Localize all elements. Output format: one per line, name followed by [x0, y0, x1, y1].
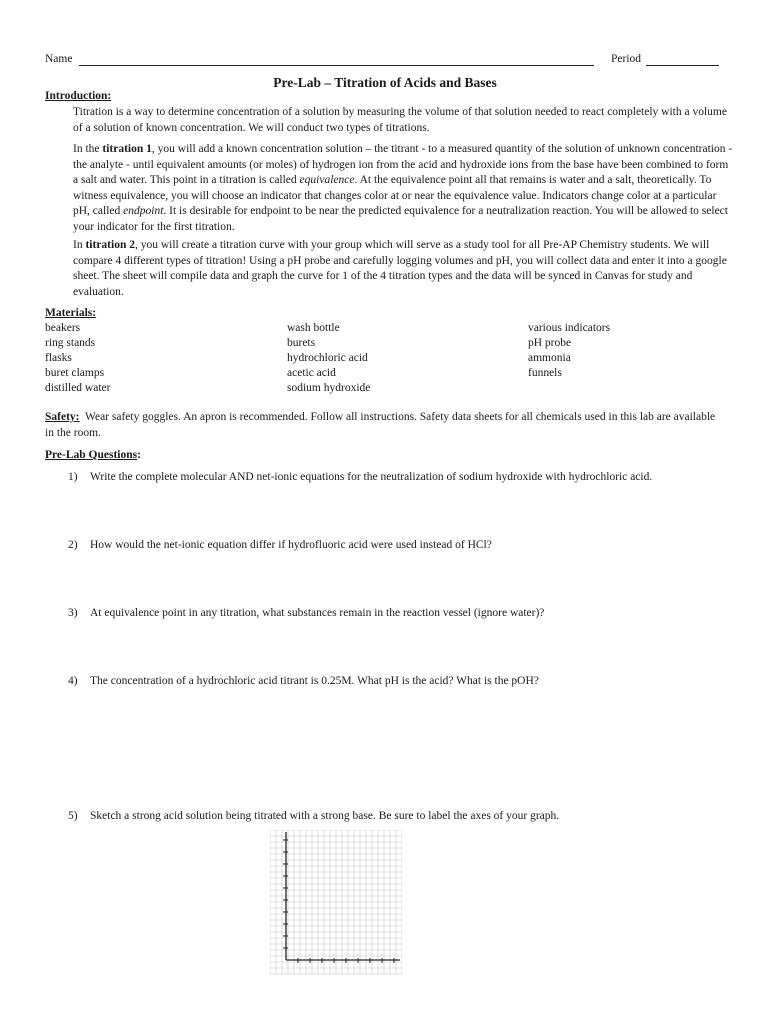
period-field[interactable] [646, 65, 719, 66]
intro-paragraph-3: In titration 2, you will create a titration curve with your group which will serve as a study tool for all Pre-AP Chemistry students. We will compare 4 different types of titration! Using a pH probe and carefully logging volumes and pH, you will collect data and enter it into a google sheet. The sheet will compile data and graph the curve for 1 of the 4 titration types and the data will be synced in Canvas for study and evaluation. [73, 239, 727, 298]
list-item: ammonia [528, 352, 571, 364]
intro-paragraph-1: Titration is a way to determine concentration of a solution by measuring the volume of that solution needed to react completely with a volume of a solution of known concentration. We will conduct two types of titrations. [73, 106, 727, 134]
prelab-heading: Pre-Lab Questions: [45, 449, 141, 461]
period-label: Period [611, 53, 642, 65]
safety-section [45, 410, 725, 441]
name-label: Name [45, 53, 73, 65]
materials-heading: Materials: [45, 307, 97, 319]
list-item: distilled water [45, 382, 111, 394]
question-3: 3) At equivalence point in any titration, what substances remain in the reaction vessel (ignore water)? [68, 607, 545, 619]
list-item: acetic acid [287, 367, 336, 379]
list-item: flasks [45, 352, 72, 364]
list-item: hydrochloric acid [287, 352, 368, 364]
question-4: 4) The concentration of a hydrochloric acid titrant is 0.25M. What pH is the acid? What is the pOH? [68, 675, 539, 687]
list-item: burets [287, 337, 316, 349]
list-item: sodium hydroxide [287, 382, 371, 394]
name-field[interactable] [79, 65, 594, 66]
introduction-heading: Introduction: [45, 90, 112, 102]
sketch-graph-grid[interactable] [270, 830, 402, 975]
question-5: 5) Sketch a strong acid solution being titrated with a strong base. Be sure to label the axes of your graph. [68, 810, 560, 822]
list-item: beakers [45, 322, 81, 334]
list-item: ring stands [45, 337, 96, 349]
materials-col-3 [528, 321, 610, 381]
list-item: various indicators [528, 322, 611, 334]
list-item: buret clamps [45, 367, 105, 379]
materials-col-2 [287, 321, 370, 396]
materials-col-1 [45, 321, 110, 396]
question-1: 1) Write the complete molecular AND net-ionic equations for the neutralization of sodium hydroxide with hydrochloric acid. [68, 471, 653, 483]
safety-heading: Safety: [45, 411, 80, 423]
list-item: pH probe [528, 337, 572, 349]
list-item: wash bottle [287, 322, 340, 334]
question-2: 2) How would the net-ionic equation differ if hydrofluoric acid were used instead of HCl? [68, 539, 492, 551]
safety-text: Wear safety goggles. An apron is recommended. Follow all instructions. Safety data sheets for all chemicals used in this lab are available in the room. [45, 411, 716, 439]
list-item: funnels [528, 367, 562, 379]
intro-paragraph-2: In the titration 1, you will add a known concentration solution – the titrant - to a measured quantity of the solution of unknown concentration - the analyte - until equivalent amounts (or moles) of hydrogen ion from the acid and hydroxide ions from the base have been combined to form a salt and water. This point in a titration is called equivalence. At the equivalence point all that remains is water and a salt, theoretically. To witness equivalence, you will choose an indicator that changes color at or near the equivalence value. Indicators change color at a particular pH, called endpoint. It is desirable for endpoint to be near the predicted equivalence for a neutralization reaction. You will be allowed to select your indicator for the first titration. [73, 143, 733, 233]
page-title: Pre-Lab – Titration of Acids and Bases [273, 75, 497, 90]
